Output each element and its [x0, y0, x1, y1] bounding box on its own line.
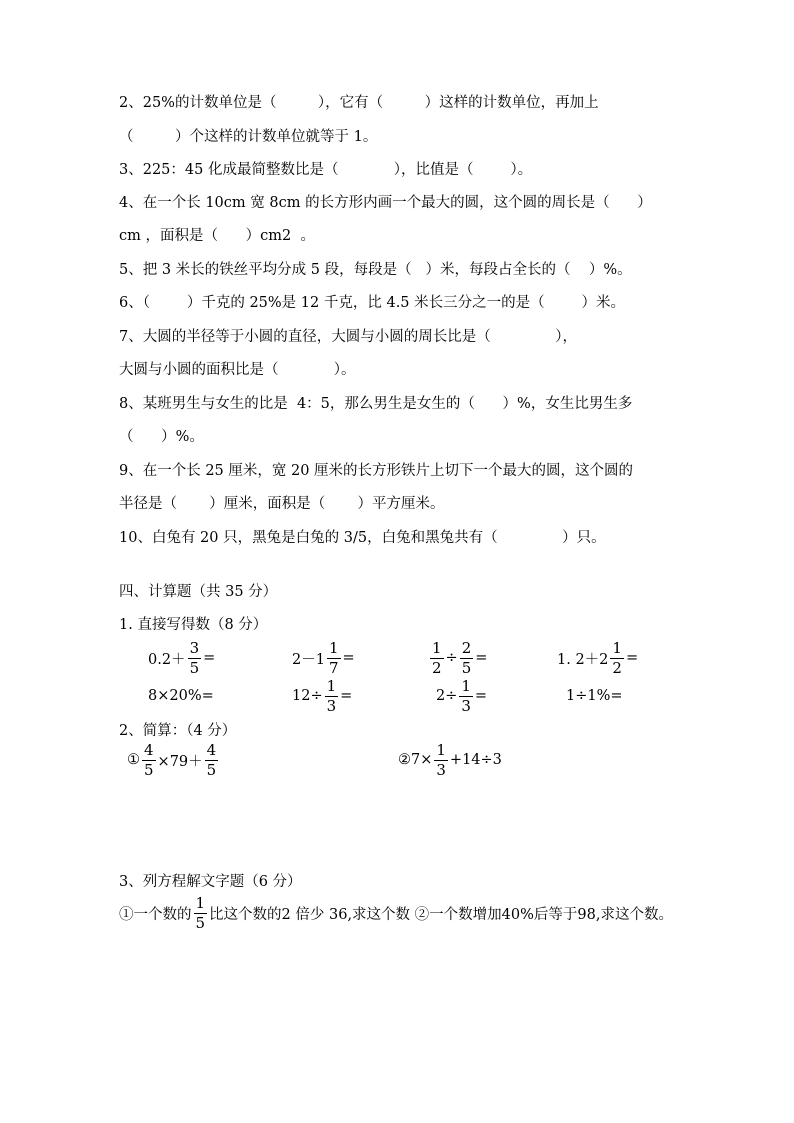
expression-7: 2÷ $\frac{1}{3}$ =: [436, 676, 488, 715]
question-6: 6、（ ）千克的 25%是 12 千克，比 4.5 米长三分之一的是（ ）米。: [119, 295, 626, 311]
expression-3: $\frac{1}{2}$ ÷ $\frac{2}{5}$ =: [432, 638, 488, 677]
direct-answer-heading: 1. 直接写得数（8 分）: [119, 617, 268, 633]
question-10: 10、白兔有 20 只，黑兔是白兔的 3/5，白兔和黑兔共有（ ）只。: [119, 530, 606, 546]
expression-6: 12÷ $\frac{1}{3}$ =: [292, 676, 353, 715]
equation-heading: 3、列方程解文字题（6 分）: [119, 874, 302, 890]
expression-5: 8×20%=: [148, 688, 214, 704]
fraction: $\frac{1}{3}$: [326, 676, 337, 715]
simplify-heading: 2、简算：（4 分）: [119, 723, 237, 739]
expression-8: 1÷1%=: [566, 688, 623, 704]
fraction: $\frac{1}{3}$: [461, 676, 471, 715]
equation-problems: ①一个数的 $\frac{1}{5}$ 比这个数的2 倍少 36,求这个数 ②一个数增加40%后等于98,求这个数。: [119, 893, 673, 932]
expression-1: 0.2＋ $\frac{3}{5}$ =: [148, 638, 216, 677]
simplify-expression-1: ① $\frac{4}{5}$ ×79＋ $\frac{4}{5}$: [127, 740, 217, 779]
question-4-line-1: 4、在一个长 10cm 宽 8cm 的长方形内画一个最大的圆，这个圆的周长是（ ）: [119, 195, 652, 211]
fraction: $\frac{1}{7}$: [328, 638, 339, 677]
question-9-line-2: 半径是（ ）厘米，面积是（ ）平方厘米。: [119, 496, 445, 512]
question-3: 3、225：45 化成最简整数比是（ ），比值是（ ）。: [119, 162, 533, 178]
expression-4: 1. 2＋2 $\frac{1}{2}$ =: [557, 638, 639, 677]
fraction: $\frac{1}{3}$: [436, 740, 446, 779]
question-9-line-1: 9、在一个长 25 厘米，宽 20 厘米的长方形铁片上切下一个最大的圆，这个圆的: [119, 463, 634, 479]
section-title: 四、计算题（共 35 分）: [119, 584, 278, 600]
question-8-line-2: （ ）%。: [119, 429, 204, 445]
simplify-expression-2: ②7× $\frac{1}{3}$ +14÷3: [398, 740, 502, 779]
fraction: $\frac{4}{5}$: [144, 740, 154, 779]
fraction: $\frac{4}{5}$: [206, 740, 217, 779]
question-7-line-1: 7、大圆的半径等于小圆的直径，大圆与小圆的周长比是（ ），: [119, 329, 578, 345]
question-4-line-2: cm ，面积是（ ）cm2 。: [119, 228, 315, 244]
question-7-line-2: 大圆与小圆的面积比是（ ）。: [119, 362, 356, 378]
fraction: $\frac{3}{5}$: [189, 638, 200, 677]
fraction: $\frac{1}{2}$: [432, 638, 442, 677]
question-2-line-1: 2、25%的计数单位是（ ），它有（ ）这样的计数单位，再加上: [119, 95, 599, 111]
fraction: $\frac{2}{5}$: [461, 638, 472, 677]
question-8-line-1: 8、某班男生与女生的比是 4：5，那么男生是女生的（ ）%，女生比男生多: [119, 396, 633, 412]
question-2-line-2: （ ）个这样的计数单位就等于 1。: [119, 129, 378, 145]
question-5: 5、把 3 米长的铁丝平均分成 5 段，每段是（ ）米，每段占全长的（ ）%。: [119, 262, 632, 278]
fraction: $\frac{1}{5}$: [195, 893, 206, 932]
expression-2: 2－1 $\frac{1}{7}$ =: [292, 638, 355, 677]
fraction: $\frac{1}{2}$: [612, 638, 622, 677]
